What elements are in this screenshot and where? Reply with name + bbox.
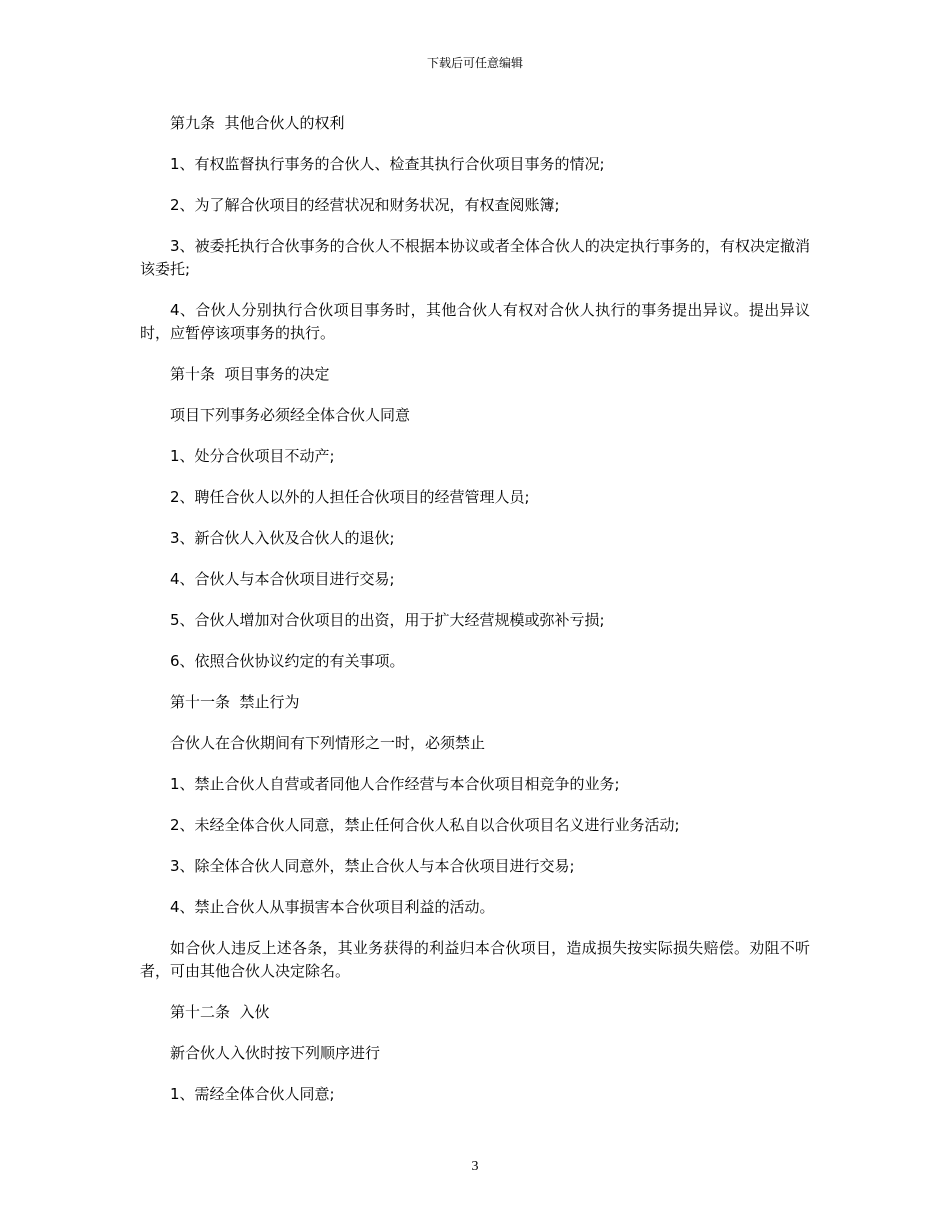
paragraph: 4、合伙人与本合伙项目进行交易; bbox=[170, 570, 395, 588]
paragraph: 1、有权监督执行事务的合伙人、检查其执行合伙项目事务的情况; bbox=[170, 155, 605, 173]
article-heading: 第十条 项目事务的决定 bbox=[170, 365, 330, 383]
paragraph: 2、未经全体合伙人同意，禁止任何合伙人私自以合伙项目名义进行业务活动; bbox=[170, 816, 680, 834]
article-heading: 第十二条 入伙 bbox=[170, 1003, 270, 1021]
paragraph: 新合伙人入伙时按下列顺序进行 bbox=[170, 1044, 381, 1062]
paragraph: 6、依照合伙协议约定的有关事项。 bbox=[170, 652, 405, 670]
paragraph: 如合伙人违反上述各条，其业务获得的利益归本合伙项目，造成损失按实际损失赔偿。劝阻不听者，可由其他合伙人决定除名。 bbox=[140, 939, 810, 980]
paragraph: 1、需经全体合伙人同意; bbox=[170, 1085, 335, 1103]
article-heading: 第十一条 禁止行为 bbox=[170, 693, 300, 711]
paragraph: 1、处分合伙项目不动产; bbox=[170, 447, 335, 465]
paragraph: 5、合伙人增加对合伙项目的出资，用于扩大经营规模或弥补亏损; bbox=[170, 611, 605, 629]
page-number: 3 bbox=[471, 1159, 479, 1174]
paragraph: 4、禁止合伙人从事损害本合伙项目利益的活动。 bbox=[170, 898, 495, 916]
paragraph: 3、新合伙人入伙及合伙人的退伙; bbox=[170, 529, 395, 547]
paragraph: 合伙人在合伙期间有下列情形之一时，必须禁止 bbox=[170, 734, 486, 752]
paragraph: 项目下列事务必须经全体合伙人同意 bbox=[170, 406, 411, 424]
paragraph: 4、合伙人分别执行合伙项目事务时，其他合伙人有权对合伙人执行的事务提出异议。提出异议时，应暂停该项事务的执行。 bbox=[140, 301, 810, 342]
article-heading: 第九条 其他合伙人的权利 bbox=[170, 114, 345, 132]
paragraph: 2、为了解合伙项目的经营状况和财务状况，有权查阅账簿; bbox=[170, 196, 560, 214]
paragraph: 3、除全体合伙人同意外，禁止合伙人与本合伙项目进行交易; bbox=[170, 857, 575, 875]
paragraph: 3、被委托执行合伙事务的合伙人不根据本协议或者全体合伙人的决定执行事务的，有权决定撤消该委托; bbox=[140, 237, 810, 278]
paragraph: 1、禁止合伙人自营或者同他人合作经营与本合伙项目相竞争的业务; bbox=[170, 775, 620, 793]
paragraph: 2、聘任合伙人以外的人担任合伙项目的经营管理人员; bbox=[170, 488, 530, 506]
document-body bbox=[140, 112, 810, 1124]
page-header: 下载后可任意编辑 bbox=[426, 56, 523, 70]
